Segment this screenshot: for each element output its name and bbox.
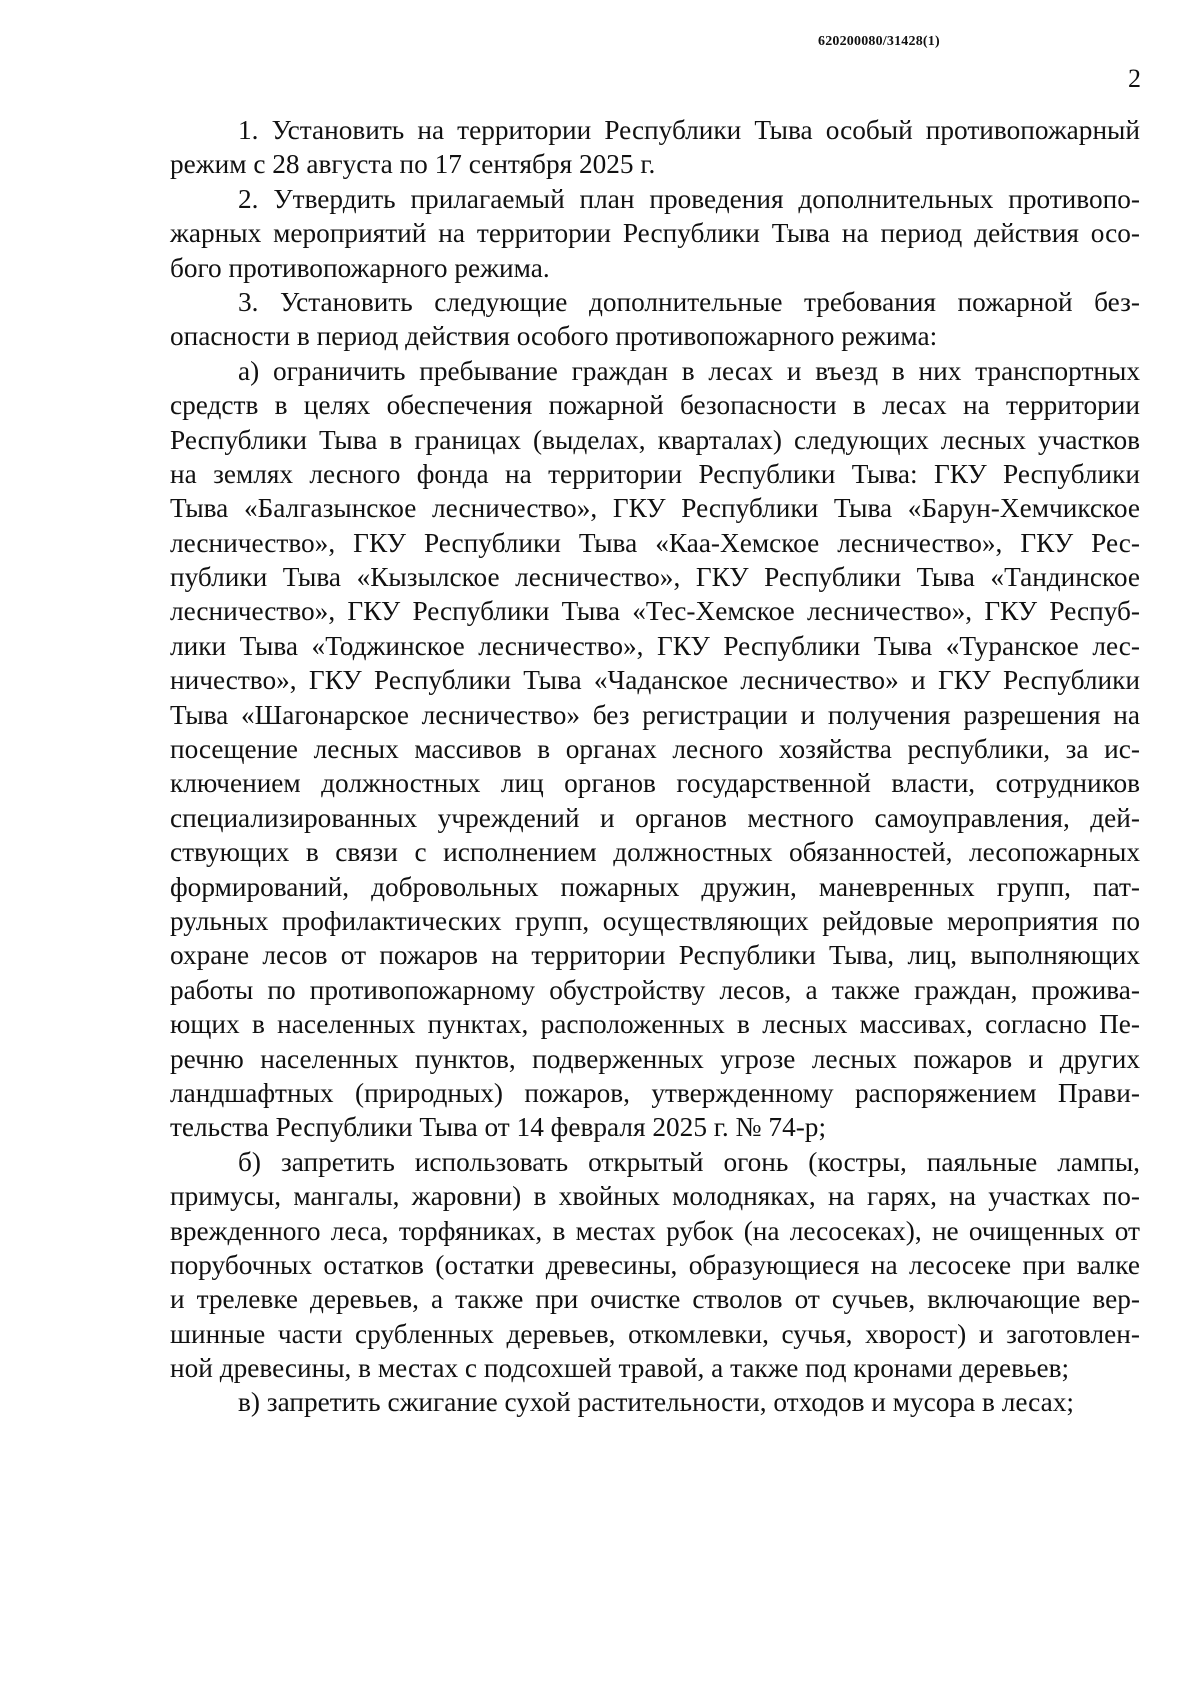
text-line: Тыва «Балгазынское лесничество», ГКУ Республики Тыва «Барун-Хемчикское [170,493,1140,524]
text-line: шинные части срубленных деревьев, откомлевки, сучья, хворост) и заготовлен- [170,1318,1140,1349]
text-line: тельства Республики Тыва от 14 февраля 2025 г. № 74-р; [170,1112,827,1143]
text-line: ключением должностных лиц органов государственной власти, сотрудников [170,768,1140,799]
text-line: речню населенных пунктов, подверженных угрозе лесных пожаров и других [170,1043,1140,1074]
text-line: публики Тыва «Кызылское лесничество», ГКУ Республики Тыва «Тандинское [170,562,1140,593]
text-line: ствующих в связи с исполнением должностных обязанностей, лесопожарных [170,837,1140,868]
text-line: работы по противопожарному обустройству лесов, а также граждан, прожива- [170,974,1140,1005]
text-line: средств в целях обеспечения пожарной безопасности в лесах на территории [170,390,1140,421]
text-line: в) запретить сжигание сухой растительности, отходов и мусора в лесах; [238,1387,1074,1418]
text-line: жарных мероприятий на территории Республики Тыва на период действия осо- [170,218,1140,249]
text-line: 2. Утвердить прилагаемый план проведения дополнительных противопо- [238,183,1140,214]
text-line: ландшафтных (природных) пожаров, утвержденному распоряжением Прави- [170,1077,1140,1108]
text-line: ничество», ГКУ Республики Тыва «Чаданское лесничество» и ГКУ Республики [170,665,1140,696]
text-line: лесничество», ГКУ Республики Тыва «Тес-Хемское лесничество», ГКУ Респуб- [170,596,1140,627]
document-body [170,113,1140,1420]
text-line: ющих в населенных пунктах, расположенных в лесных массивах, согласно Пе- [170,1009,1140,1040]
text-line: лесничество», ГКУ Республики Тыва «Каа-Хемское лесничество», ГКУ Рес- [170,527,1140,558]
text-line: бого противопожарного режима. [170,252,550,283]
text-line: врежденного леса, торфяниках, в местах рубок (на лесосеках), не очищенных от [170,1215,1140,1246]
page-number: 2 [1128,64,1141,93]
text-line: 3. Установить следующие дополнительные требования пожарной без- [238,286,1140,317]
text-line: режим с 28 августа по 17 сентября 2025 г. [170,149,656,180]
text-line: Тыва «Шагонарское лесничество» без регистрации и получения разрешения на [170,699,1140,730]
text-line: специализированных учреждений и органов местного самоуправления, дей- [170,802,1140,833]
text-line: опасности в период действия особого противопожарного режима: [170,321,938,352]
text-line: лики Тыва «Тоджинское лесничество», ГКУ Республики Тыва «Туранское лес- [170,630,1140,661]
text-line: рульных профилактических групп, осуществляющих рейдовые мероприятия по [170,905,1140,936]
text-line: охране лесов от пожаров на территории Республики Тыва, лиц, выполняющих [170,940,1140,971]
document-number: 620200080/31428(1) [818,34,940,49]
text-line: на землях лесного фонда на территории Республики Тыва: ГКУ Республики [170,458,1140,489]
text-line: 1. Установить на территории Республики Тыва особый противопожарный [238,115,1140,145]
text-line: б) запретить использовать открытый огонь (костры, паяльные лампы, [238,1146,1140,1177]
text-line: порубочных остатков (остатки древесины, образующиеся на лесосеке при валке [170,1249,1140,1280]
text-line: формирований, добровольных пожарных дружин, маневренных групп, пат- [170,871,1140,902]
text-line: а) ограничить пребывание граждан в лесах и въезд в них транспортных [238,355,1140,386]
text-line: посещение лесных массивов в органах лесного хозяйства республики, за ис- [170,734,1140,765]
text-line: ной древесины, в местах с подсохшей травой, а также под кронами деревьев; [170,1353,1070,1384]
text-line: Республики Тыва в границах (выделах, кварталах) следующих лесных участков [170,424,1140,455]
text-line: примусы, мангалы, жаровни) в хвойных молодняках, на гарях, на участках по- [170,1181,1140,1212]
text-line: и трелевке деревьев, а также при очистке стволов от сучьев, включающие вер- [170,1284,1140,1315]
